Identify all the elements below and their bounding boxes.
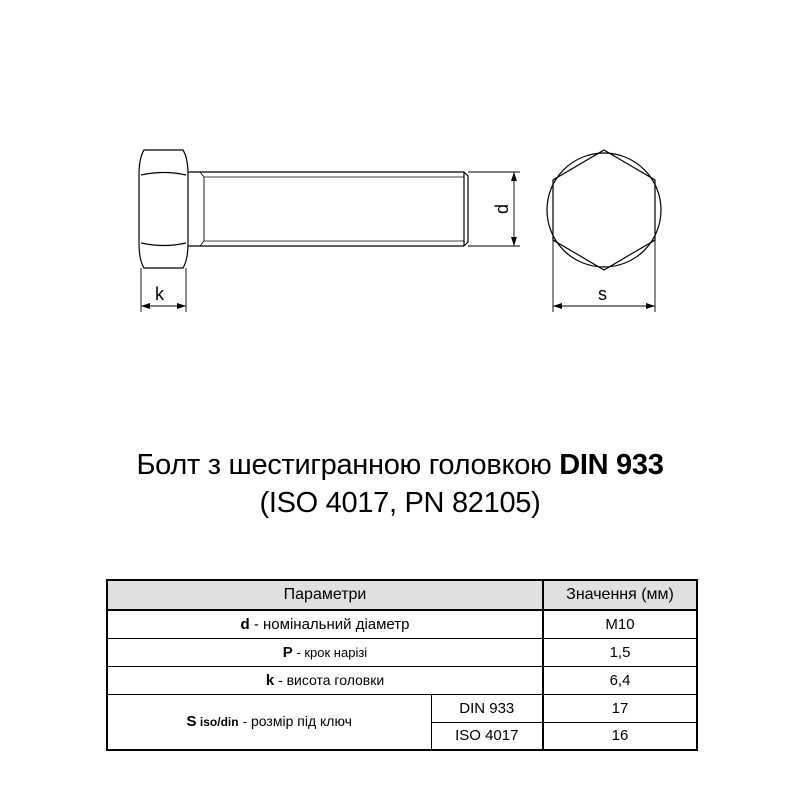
table-row	[107, 694, 697, 722]
param-symbol: S	[186, 713, 197, 731]
param-cell	[107, 638, 543, 666]
param-subscript: iso/din	[196, 715, 239, 730]
dim-k-label: k	[155, 284, 164, 304]
bolt-end-view	[547, 150, 661, 270]
param-cell	[107, 694, 431, 750]
title-line-1	[0, 446, 800, 484]
table-header-row	[107, 580, 697, 610]
standard-cell: ISO 4017	[431, 722, 543, 750]
value-cell: 17	[543, 694, 697, 722]
dim-d-label: d	[492, 203, 512, 215]
table-row	[107, 638, 697, 666]
param-desc: - висота головки	[274, 671, 385, 688]
bolt-side-view	[139, 150, 468, 268]
table-row	[107, 610, 697, 638]
param-cell	[107, 666, 543, 694]
header-values: Значення (мм)	[543, 580, 697, 610]
value-cell: 16	[543, 722, 697, 750]
value-cell: M10	[543, 610, 697, 638]
header-params: Параметри	[107, 580, 543, 610]
title-line-2: (ISO 4017, PN 82105)	[259, 487, 541, 519]
param-cell	[107, 610, 543, 638]
document-title	[0, 446, 800, 522]
dim-s-label: s	[598, 284, 607, 304]
param-symbol: P	[282, 643, 293, 661]
title-text: Болт з шестигранною головкою	[136, 449, 560, 481]
param-desc: - номінальний діаметр	[249, 615, 410, 633]
param-desc: - розмір під ключ	[238, 713, 352, 730]
value-cell: 1,5	[543, 638, 697, 666]
param-desc: - крок нарізі	[292, 644, 368, 660]
param-symbol: d	[240, 615, 250, 633]
value-cell: 6,4	[543, 666, 697, 694]
table-row	[107, 666, 697, 694]
title-standard: DIN 933	[559, 449, 664, 481]
spec-table	[106, 579, 698, 751]
standard-cell: DIN 933	[431, 694, 543, 722]
param-symbol: k	[265, 671, 275, 689]
